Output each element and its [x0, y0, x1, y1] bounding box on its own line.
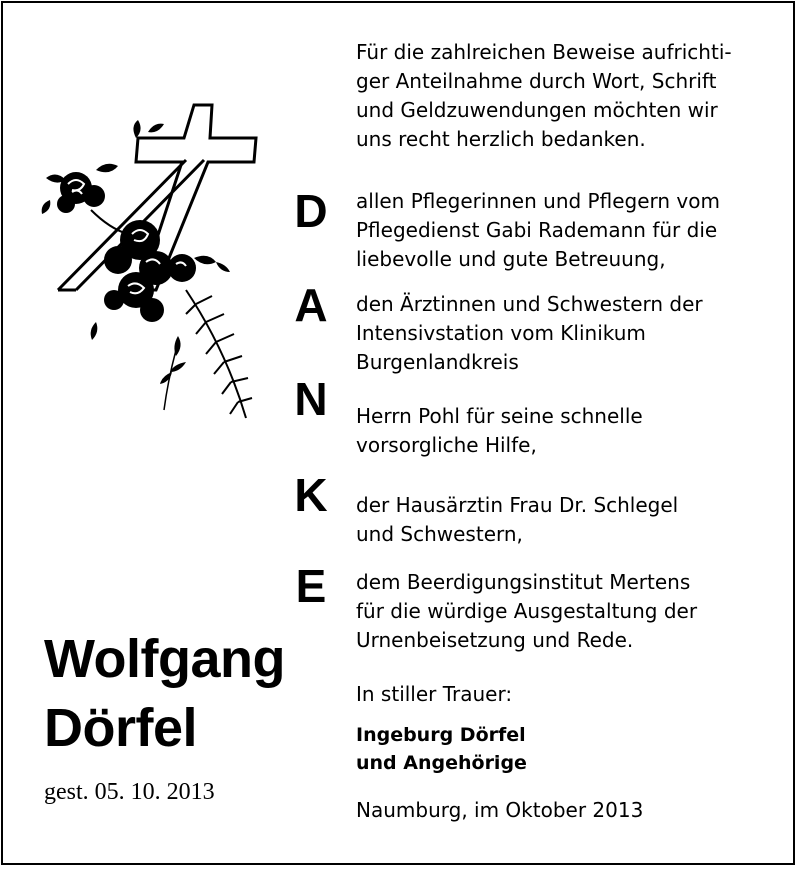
thanks-paragraph-doctors: den Ärztinnen und Schwestern der Intensivstation vom Klinikum Burgenlandkreis: [356, 292, 703, 374]
danke-letter-e: E: [295, 560, 327, 612]
thanks-paragraph-funeral: dem Beerdigungsinstitut Mertens für die würdige Ausgestaltung der Urnenbeisetzung und Rede.: [356, 570, 698, 652]
danke-letter-k: K: [294, 469, 328, 521]
thanks-paragraph-nursing: allen Pflegerinnen und Pflegern vom Pflegedienst Gabi Rademann für die liebevolle und gute Betreuung,: [356, 189, 720, 271]
deceased-first-name: Wolfgang: [44, 629, 285, 689]
thanks-paragraph-pohl: Herrn Pohl für seine schnelle vorsorgliche Hilfe,: [356, 404, 643, 457]
deceased-last-name: Dörfel: [44, 698, 198, 758]
danke-letter-n: N: [294, 373, 328, 425]
mourning-line: In stiller Trauer:: [356, 682, 513, 706]
danke-letter-a: A: [294, 279, 328, 331]
danke-letter-d: D: [294, 185, 328, 237]
signers: [356, 721, 776, 777]
place-date: Naumburg, im Oktober 2013: [356, 798, 644, 822]
signer-name: Ingeburg Dörfel: [356, 724, 526, 746]
thanks-paragraph-gp: der Hausärztin Frau Dr. Schlegel und Schwestern,: [356, 493, 679, 546]
cross-with-roses-icon: [36, 100, 266, 430]
death-date: gest. 05. 10. 2013: [44, 779, 215, 805]
signer-family: und Angehörige: [356, 752, 527, 774]
intro-paragraph: Für die zahlreichen Beweise aufrichti- ger Anteilnahme durch Wort, Schrift und Geldzuwendungen möchten wir uns recht herzlich bedanken.: [356, 40, 732, 151]
